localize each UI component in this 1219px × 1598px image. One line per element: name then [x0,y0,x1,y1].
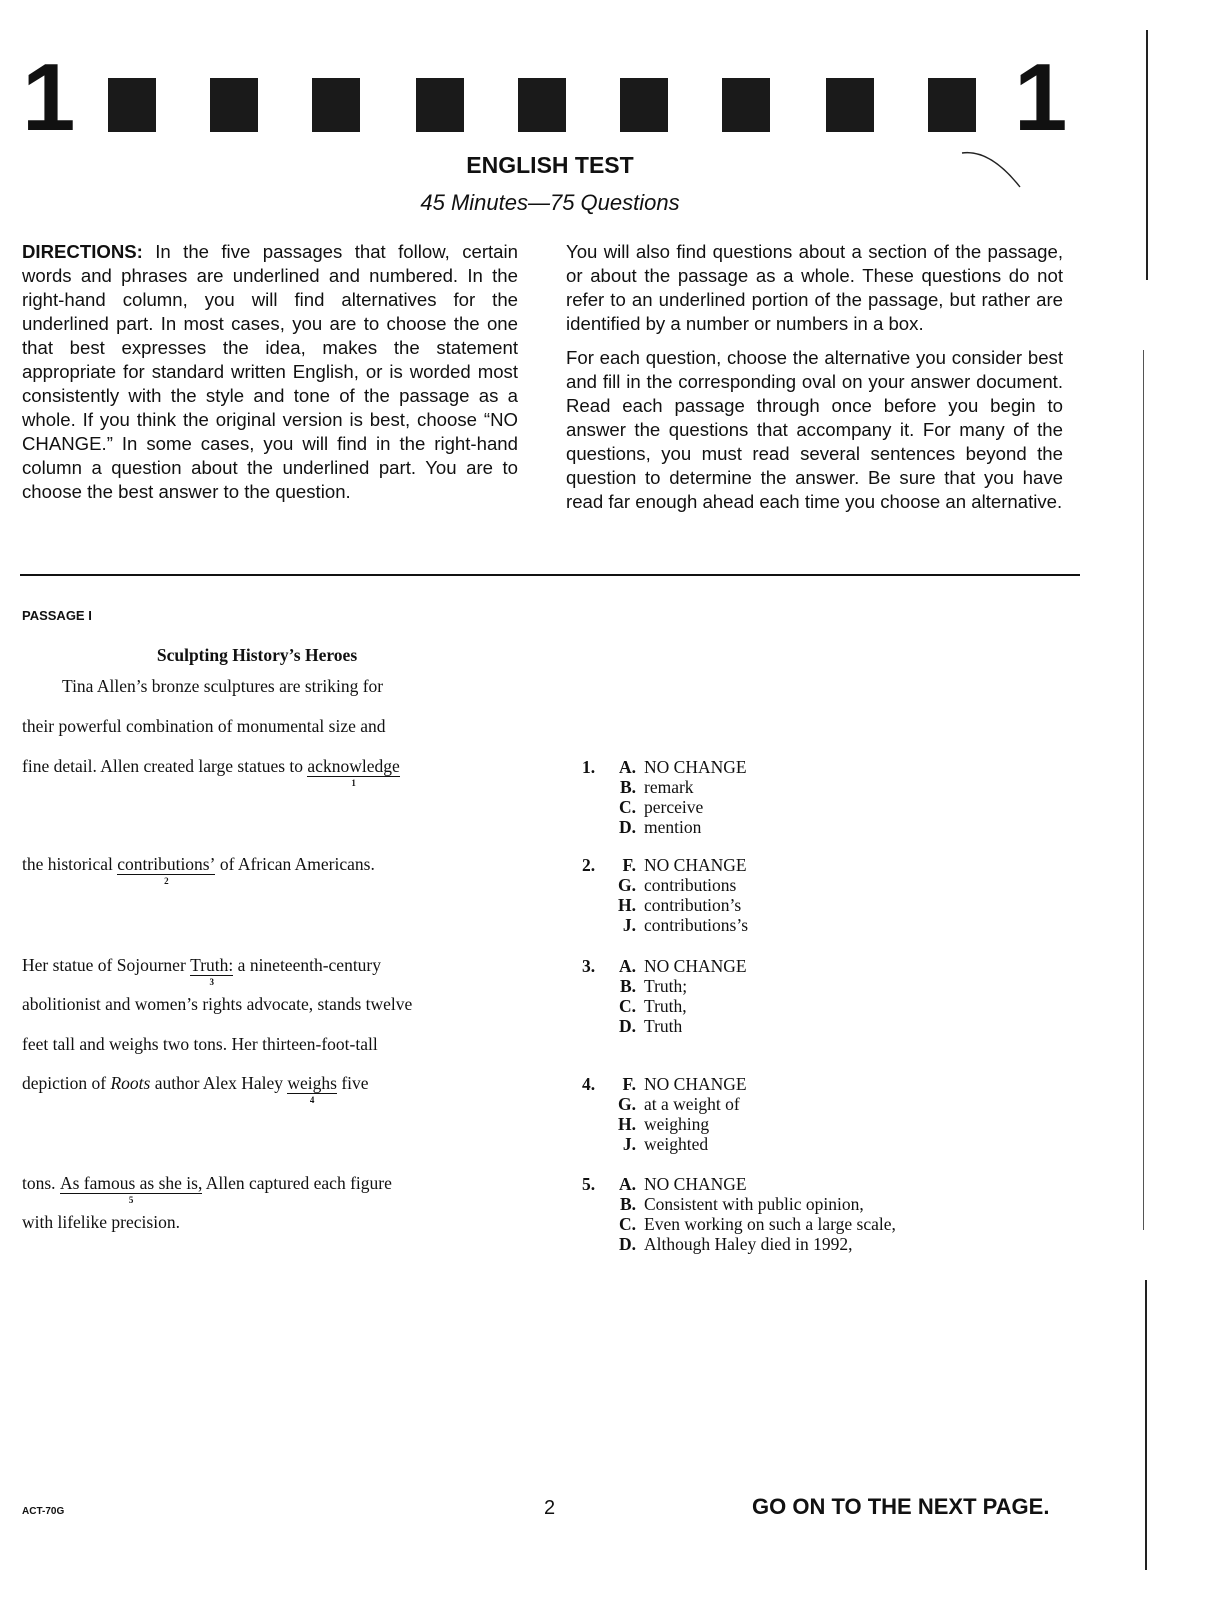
option-letter[interactable]: F. [622,855,636,875]
question-4 [582,1074,747,1154]
option-letter[interactable]: G. [618,875,636,895]
underlined-text: weighs [287,1073,337,1093]
underlined-portion-5[interactable] [59,1173,203,1205]
underlined-portion-4[interactable] [287,1073,337,1105]
option-letter[interactable]: B. [619,777,636,797]
option-text[interactable]: NO CHANGE [644,956,747,976]
underlined-text: As famous as she is, [59,1173,203,1193]
passage-line: their powerful combination of monumental size and [22,716,386,736]
page-subtitle: 45 Minutes—75 Questions [420,190,680,215]
option-letter[interactable]: B. [619,976,636,996]
option-letter[interactable]: G. [618,1094,636,1114]
option-text[interactable]: at a weight of [644,1094,740,1114]
option-letter[interactable]: H. [618,895,636,915]
passage-text: depiction of [22,1073,111,1093]
passage-line [22,854,375,886]
passage-text: tons. [22,1173,60,1193]
option-letter[interactable]: A. [618,956,636,976]
option-letter[interactable]: A. [618,757,636,777]
question-marker: 5 [128,1195,134,1205]
option-text[interactable]: contribution’s [644,895,742,915]
passage-text: fine detail. Allen created large statues to [22,756,308,776]
passage-text: Her statue of Sojourner [22,955,191,975]
option-text[interactable]: mention [644,817,702,837]
passage-line [22,1173,392,1205]
directions-left-text: In the five passages that follow, certain words and phrases are underlined and numbered. In the right-hand column, you will find alternatives for the underlined part. In most cases, you are to choose the one that best expresses the idea, makes the statement appropriate for standard written English, or is worded most consistently with the style and tone of the passage as a whole. If you think the original version is best, choose “NO CHANGE.” In some cases, you will find in the right-hand column a question about the underlined part. You are to choose the best answer to the question. [22,241,518,502]
square-marker [518,78,566,132]
question-2 [582,855,748,935]
directions-right [566,240,1063,524]
passage-text: author Alex Haley [150,1073,288,1093]
underlined-portion-3[interactable] [190,955,234,987]
square-marker [928,78,976,132]
scan-edge-line [1145,1280,1147,1570]
option-letter[interactable]: J. [622,915,636,935]
passage-text: Allen captured each figure [202,1173,392,1193]
option-letter[interactable]: B. [619,1194,636,1214]
underlined-text: contributions’ [117,854,216,874]
page-number: 2 [544,1497,556,1519]
directions-left [22,240,518,514]
passage-italic: Roots [110,1073,151,1093]
option-text[interactable]: Truth, [644,996,687,1016]
option-text[interactable]: perceive [644,797,704,817]
passage-line [22,756,400,788]
directions-right-p1: You will also find questions about a section of the passage, or about the passage as a whole. These questions do not refer to an underlined portion of the passage, but rather are identified by a number or numbers in a box. [566,241,1063,334]
question-1 [582,757,747,837]
option-text[interactable]: NO CHANGE [644,1174,747,1194]
underlined-portion-2[interactable] [117,854,216,886]
option-letter[interactable]: H. [618,1114,636,1134]
square-marker [826,78,874,132]
square-marker [312,78,360,132]
option-text[interactable]: Consistent with public opinion, [644,1194,864,1214]
directions-label: DIRECTIONS: [22,241,143,262]
option-letter[interactable]: J. [622,1134,636,1154]
option-letter[interactable]: C. [618,996,636,1016]
question-marker: 2 [164,876,169,886]
scan-edge-line [1143,350,1144,1230]
section-divider [20,574,1080,576]
passage-line: Tina Allen’s bronze sculptures are striking for [62,676,384,696]
square-marker [416,78,464,132]
scan-edge-line [1146,30,1148,280]
directions-right-p2: For each question, choose the alternative you consider best and fill in the corresponding oval on your answer document. Read each passage through once before you begin to answer the questions that accompany it. For many of the questions, you must read several sentences beyond the question to determine the answer. Be sure that you have read far enough ahead each time you choose an alternative. [566,347,1063,512]
option-text[interactable]: NO CHANGE [644,757,747,777]
option-text[interactable]: Even working on such a large scale, [644,1214,896,1234]
section-number-left: 1 [22,44,76,151]
passage-label: PASSAGE I [22,608,92,623]
option-text[interactable]: Although Haley died in 1992, [644,1234,853,1254]
option-text[interactable]: weighted [644,1134,709,1154]
option-letter[interactable]: A. [618,1174,636,1194]
square-marker [108,78,156,132]
passage-line [22,1073,369,1105]
option-text[interactable]: weighing [644,1114,710,1134]
passage-text: five [336,1073,369,1093]
option-letter[interactable]: C. [618,797,636,817]
question-marker: 1 [351,778,356,788]
passage-line: with lifelike precision. [22,1212,180,1232]
passage-line [22,955,382,987]
passage-text: a nineteenth-century [233,955,382,975]
option-text[interactable]: Truth; [644,976,688,996]
passage-title: Sculpting History’s Heroes [156,645,358,665]
question-number: 1. [582,757,596,777]
pen-mark [960,145,1030,195]
square-marker [210,78,258,132]
question-number: 3. [582,956,596,976]
option-text[interactable]: Truth [644,1016,683,1036]
passage-text: the historical [22,854,118,874]
passage-text: of African Americans. [215,854,375,874]
option-text[interactable]: remark [644,777,694,797]
form-code: ACT-70G [22,1506,65,1517]
question-number: 2. [582,855,596,875]
square-marker [620,78,668,132]
option-text[interactable]: contributions [644,875,737,895]
option-text[interactable]: NO CHANGE [644,1074,747,1094]
option-letter[interactable]: D. [618,1016,636,1036]
question-number: 5. [582,1174,596,1194]
option-text[interactable]: contributions’s [644,915,749,935]
option-letter[interactable]: D. [618,1234,636,1254]
option-letter[interactable]: C. [618,1214,636,1234]
square-marker [722,78,770,132]
underlined-text: acknowledge [307,756,400,776]
underlined-portion-1[interactable] [307,756,400,788]
underlined-text: Truth: [190,955,234,975]
section-number-right: 1 [1014,44,1068,151]
question-number: 4. [582,1074,596,1094]
question-5 [582,1174,896,1254]
question-3 [582,956,747,1036]
option-letter[interactable]: D. [618,817,636,837]
passage-line: feet tall and weighs two tons. Her thirteen-foot-tall [22,1034,378,1054]
passage-line: abolitionist and women’s rights advocate, stands twelve [22,994,413,1014]
page-title: ENGLISH TEST [466,152,634,178]
option-letter[interactable]: F. [622,1074,636,1094]
question-marker: 4 [309,1095,315,1105]
option-text[interactable]: NO CHANGE [644,855,747,875]
go-on-notice: GO ON TO THE NEXT PAGE. [752,1494,1050,1519]
question-marker: 3 [209,977,214,987]
